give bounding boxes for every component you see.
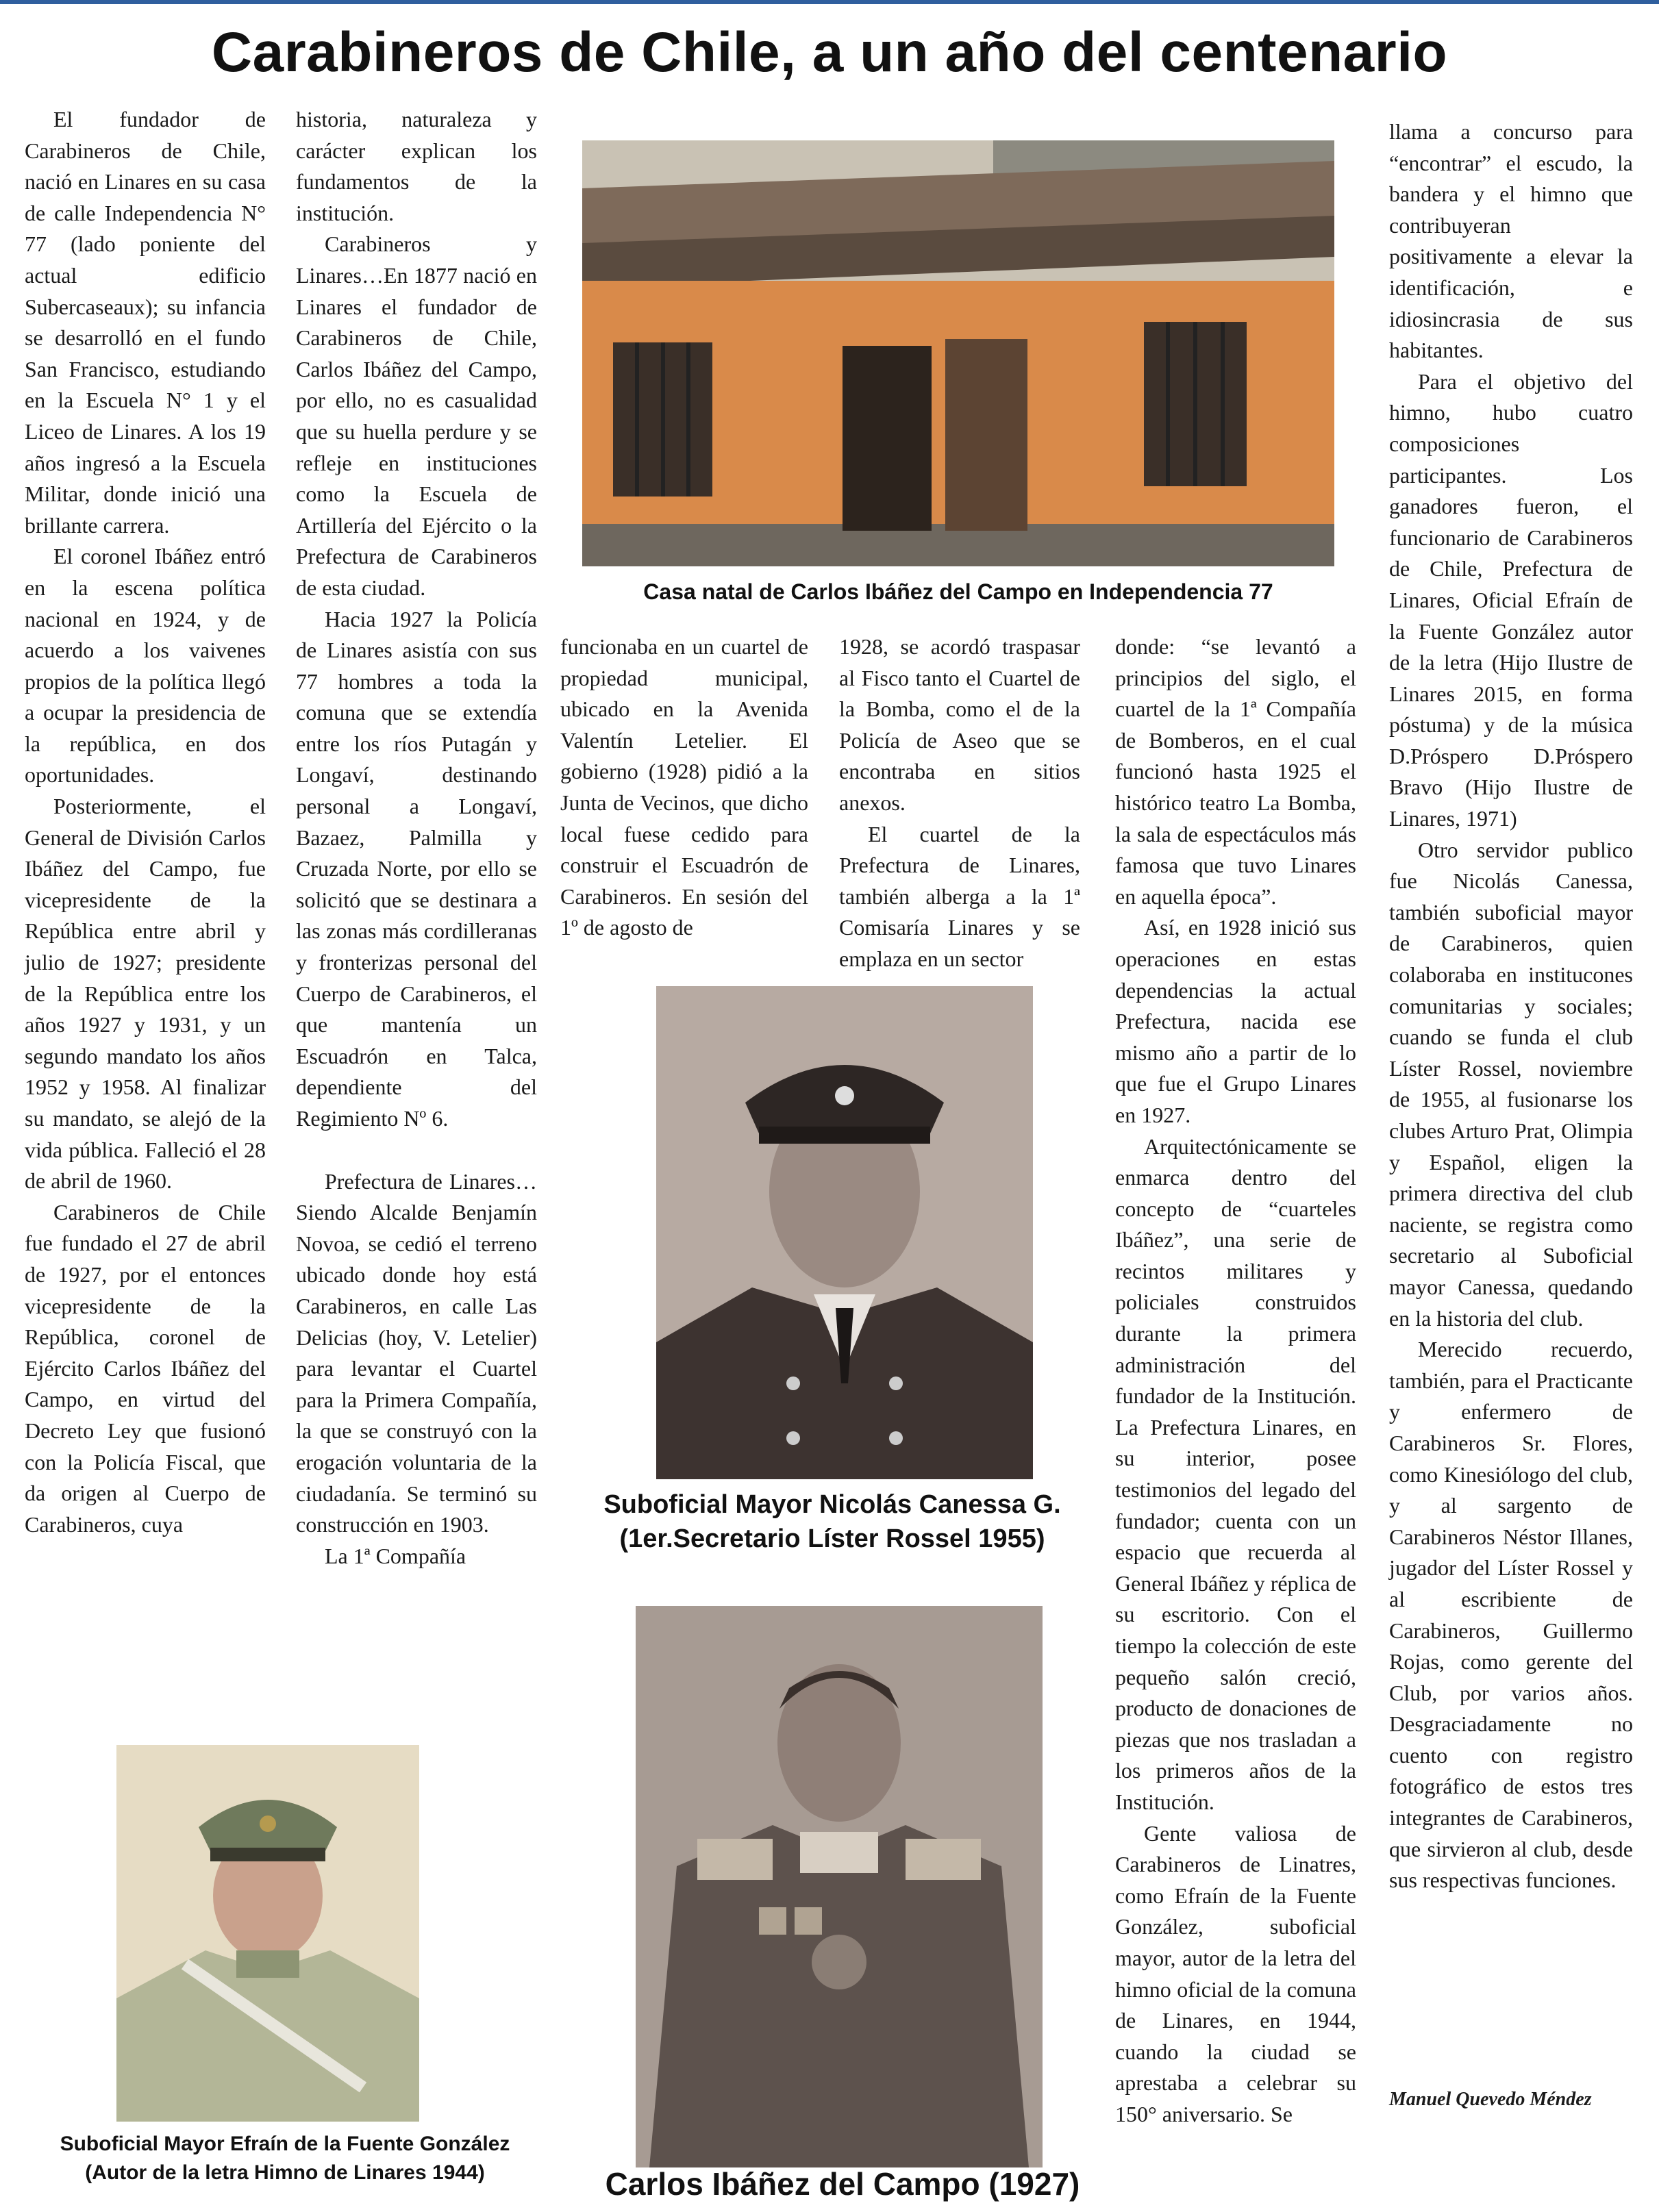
paragraph: Prefectura de Linares… Siendo Alcalde Benjamín Novoa, se cedió el terreno ubicado donde hoy está Carabineros, en calle Las Delicias (hoy, V. Letelier) para levantar el Cuartel para la Primera Compañía, la que se construyó con la erogación voluntaria de la ciudadanía. Se terminó su construcción en 1903. (296, 1168, 537, 1537)
canessa-caption (541, 1487, 1123, 1556)
column-2 (296, 104, 537, 1572)
top-rule (0, 0, 1659, 4)
paragraph: Gente valiosa de Carabineros de Linatres, como Efraín de la Fuente González, suboficial mayor, autor de la letra del himno oficial de la comuna de Linares, en 1944, cuando la ciudad se aprestaba a celebrar su 150° aniversario. Se (1115, 1820, 1356, 2126)
house-photo (582, 140, 1334, 566)
paragraph: Arquitectónicamente se enmarca dentro del concepto de “cuarteles Ibáñez”, una serie de recintos militares y policiales construidos durante la primera administración del fundador de la Institución. La Prefectura Linares, en su interior, posee testimonios del legado del fundador; cuenta con un espacio que recuerda al General Ibáñez y réplica de su escritorio. Con el tiempo la colección de este pequeño salón creció, producto de donaciones de piezas que nos trasladan a los primeros años de la Institución. (1115, 1133, 1356, 1814)
column-1 (25, 104, 266, 1540)
paragraph: La 1ª Compañía (325, 1543, 466, 1568)
paragraph: Carabineros de Chile fue fundado el 27 de abril de 1927, por el entonces vicepresidente de la República, coronel de Ejército Carlos Ibáñez del Campo, en virtud del Decreto Ley que fusionó con la Policía Fiscal, que da origen al Cuerpo de Carabineros, cuya (25, 1199, 266, 1537)
paragraph: Merecido recuerdo, también, para el Practicante y enfermero de Carabineros Sr. Flores, como Kinesiólogo del club, y al sargento de Carabineros Néstor Illanes, jugador del Líster Rossel y al escribiente de Carabineros, Guillermo Rojas, como gerente del Club, por varios años. Desgraciadamente no cuento con registro fotográfico de estos tres integrantes de Carabineros, que sirvieron al club, desde sus respectivas funciones. (1389, 1337, 1633, 1893)
canessa-caption-line2: (1er.Secretario Líster Rossel 1955) (619, 1524, 1045, 1553)
canessa-caption-line1: Suboficial Mayor Nicolás Canessa G. (603, 1490, 1061, 1519)
paragraph: 1928, se acordó traspasar al Fisco tanto el Cuartel de la Bomba, como el de la Policía de Aseo que se encontraba en sitios anexos. (839, 634, 1080, 815)
canessa-photo (656, 986, 1033, 1479)
house-caption: Casa natal de Carlos Ibáñez del Campo en Independencia 77 (643, 579, 1273, 604)
article-title: Carabineros de Chile, a un año del centenario (211, 21, 1448, 84)
paragraph: Posteriormente, el General de División Carlos Ibáñez del Campo, fue vicepresidente de la República entre abril y julio de 1927; presidente de la República entre los años 1927 y 1931, y un segundo mandato los años 1952 y 1958. Al finalizar su mandato, se alejó de la vida pública. Falleció el 28 de abril de 1960. (25, 794, 266, 1194)
fuente-caption-line2: (Autor de la letra Himno de Linares 1944) (85, 2161, 485, 2184)
paragraph: llama a concurso para “encontrar” el escudo, la bandera y el himno que contribuyeran positivamente a elevar la identificación, e idiosincrasia de sus habitantes. (1389, 119, 1633, 363)
fuente-photo (116, 1745, 419, 2122)
paragraph: Carabineros y Linares…En 1877 nació en Linares el fundador de Carabineros de Chile, Carlos Ibáñez del Campo, por ello, no es casualidad que su huella perdure y se refleje en instituciones como la Escuela de Artillería del Ejército o la Prefectura de Carabineros de esta ciudad. (296, 231, 537, 600)
paragraph: funcionaba en un cuartel de propiedad municipal, ubicado en la Avenida Valentín Letelier. El gobierno (1928) pidió a la Junta de Vecinos, que dicho local fuese cedido para construir el Escuadrón de Carabineros. En sesión del 1º de agosto de (560, 634, 808, 940)
column-5 (1115, 631, 1356, 2131)
paragraph: donde: “se levantó a principios del siglo, el cuartel de la 1ª Compañía de Bomberos, en el cual funcionó hasta 1925 el histórico teatro La Bomba, la sala de espectáculos más famosa que tuvo Linares en aquella época”. (1115, 634, 1356, 909)
paragraph: El cuartel de la Prefectura de Linares, también alberga a la 1ª Comisaría Linares y se emplaza en un sector (839, 821, 1080, 971)
fuente-caption-line1: Suboficial Mayor Efraín de la Fuente González (60, 2133, 510, 2155)
column-6 (1389, 116, 1633, 1896)
paragraph: Para el objetivo del himno, hubo cuatro composiciones participantes. Los ganadores fueron, el funcionario de Carabineros de Chile, Prefectura de Linares, Oficial Efraín de la Fuente González autor de la letra (Hijo Ilustre de Linares 2015, en forma póstuma) y de la música D.Próspero D.Próspero Bravo (Hijo Ilustre de Linares, 1971) (1389, 368, 1633, 831)
fuente-caption (25, 2130, 545, 2187)
column-4 (839, 631, 1080, 975)
ibanez-photo (636, 1606, 1043, 2167)
paragraph: El coronel Ibáñez entró en la escena política nacional en 1924, y de acuerdo a los vaivenes propios de la política llegó a ocupar la presidencia de la república, en dos oportunidades. (25, 544, 266, 788)
author-signature: Manuel Quevedo Méndez (1389, 2089, 1592, 2110)
paragraph: historia, naturaleza y carácter explican los fundamentos de la institución. (296, 107, 537, 225)
paragraph: El fundador de Carabineros de Chile, nació en Linares en su casa de calle Independencia N° 77 (lado poniente del actual edificio Subercaseaux); su infancia se desarrolló en el fundo San Francisco, estudiando en la Escuela N° 1 y el Liceo de Linares. A los 19 años ingresó a la Escuela Militar, donde inició una brillante carrera. (25, 107, 266, 538)
column-3 (560, 631, 808, 944)
paragraph: Hacia 1927 la Policía de Linares asistía con sus 77 hombres a toda la comuna que se extendía entre los ríos Putagán y Longaví, destinando personal a Longaví, Bazaez, Palmilla y Cruzada Norte, por ello se solicitó que se destinara a las zonas más cordilleranas y fronterizas personal del Cuerpo de Carabineros, el que mantenía un Escuadrón en Talca, dependiente del Regimiento Nº 6. (296, 606, 537, 1131)
paragraph: Otro servidor publico fue Nicolás Canessa, también suboficial mayor de Carabineros, quien colaboraba en institucones comunitarias y sociales; cuando se funda el club Líster Rossel, noviembre de 1955, al fusionarse los clubes Arturo Prat, Olimpia y Español, eligen la primera directiva del club naciente, se registra como secretario al Suboficial mayor Canessa, quedando en la historia del club. (1389, 837, 1633, 1331)
ibanez-caption: Carlos Ibáñez del Campo (1927) (605, 2166, 1080, 2202)
paragraph: Así, en 1928 inició sus operaciones en estas dependencias la actual Prefectura, nacida ese mismo año a partir de lo que fue el Grupo Linares en 1927. (1115, 915, 1356, 1127)
